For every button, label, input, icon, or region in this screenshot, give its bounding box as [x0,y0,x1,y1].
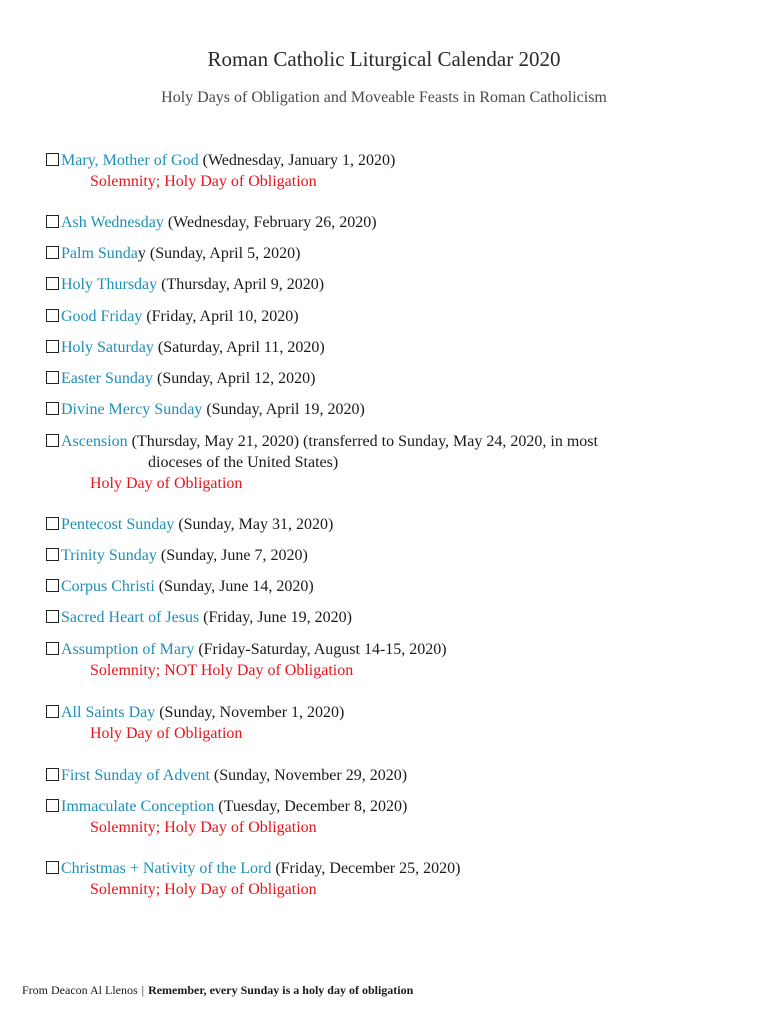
feast-line [46,514,726,535]
feast-line [46,858,726,879]
feast-date-continued: dioceses of the United States) [148,454,339,471]
feast-line [46,702,726,723]
feast-item [46,545,726,566]
feast-line [46,576,726,597]
empty-checkbox-icon[interactable] [46,277,59,290]
feast-date: y (Sunday, April 5, 2020) [137,245,301,262]
feast-item [46,796,726,838]
feast-line [46,150,726,171]
feast-line [46,306,726,327]
feast-name: Pentecost Sunday [61,516,175,533]
empty-checkbox-icon[interactable] [46,215,59,228]
feast-date: (Sunday, June 7, 2020) [156,547,308,564]
feast-name: Holy Saturday [61,339,154,356]
feast-note: Solemnity; Holy Day of Obligation [90,881,317,898]
feast-line [46,639,726,660]
feast-line [46,431,726,452]
footer [22,983,413,998]
feast-date: (Sunday, April 12, 2020) [152,370,316,387]
feast-item [46,274,726,295]
feast-item [46,243,726,264]
empty-checkbox-icon[interactable] [46,548,59,561]
feast-name: Assumption of Mary [61,641,195,658]
empty-checkbox-icon[interactable] [46,153,59,166]
feast-line [46,274,726,295]
empty-checkbox-icon[interactable] [46,642,59,655]
feast-line [46,607,726,628]
feast-item [46,765,726,786]
footer-credit: From Deacon Al Llenos [22,983,138,997]
feast-item [46,639,726,681]
feast-date: (Friday-Saturday, August 14-15, 2020) [194,641,447,658]
feast-date: (Thursday, May 21, 2020) (transferred to Sunday, May 24, 2020, in most [127,433,598,450]
empty-checkbox-icon[interactable] [46,340,59,353]
feast-name: First Sunday of Advent [61,767,210,784]
feast-line [46,243,726,264]
feast-item [46,368,726,389]
empty-checkbox-icon[interactable] [46,434,59,447]
empty-checkbox-icon[interactable] [46,402,59,415]
empty-checkbox-icon[interactable] [46,309,59,322]
feast-note: Solemnity; Holy Day of Obligation [90,819,317,836]
feast-name: Ash Wednesday [61,214,164,231]
feast-item [46,399,726,420]
feast-name: Ascension [61,433,128,450]
feast-line [46,796,726,817]
empty-checkbox-icon[interactable] [46,768,59,781]
feast-name: Corpus Christi [61,578,155,595]
empty-checkbox-icon[interactable] [46,705,59,718]
feast-name: Palm Sunda [61,245,138,262]
feast-date: (Saturday, April 11, 2020) [153,339,325,356]
feast-name: Easter Sunday [61,370,153,387]
feast-date: (Tuesday, December 8, 2020) [214,798,408,815]
feast-item [46,607,726,628]
feast-line [46,212,726,233]
feast-line [46,765,726,786]
feast-name: Immaculate Conception [61,798,215,815]
feast-date: (Thursday, April 9, 2020) [157,276,325,293]
feast-date: (Sunday, May 31, 2020) [174,516,334,533]
feast-item [46,212,726,233]
feast-name: All Saints Day [61,704,156,721]
feast-name: Divine Mercy Sunday [61,401,203,418]
feast-name: Holy Thursday [61,276,158,293]
page-subtitle: Holy Days of Obligation and Moveable Feasts in Roman Catholicism [161,89,607,106]
feast-note: Solemnity; Holy Day of Obligation [90,173,317,190]
feast-date: (Friday, June 19, 2020) [199,609,352,626]
feast-note: Solemnity; NOT Holy Day of Obligation [90,662,354,679]
feast-item [46,576,726,597]
feast-line [46,337,726,358]
feast-date: (Sunday, April 19, 2020) [202,401,365,418]
feast-item [46,337,726,358]
empty-checkbox-icon[interactable] [46,579,59,592]
feast-date: (Sunday, June 14, 2020) [154,578,314,595]
feast-date: (Wednesday, January 1, 2020) [198,152,396,169]
feast-date: (Sunday, November 29, 2020) [209,767,408,784]
feast-line [46,399,726,420]
feast-note: Holy Day of Obligation [90,725,243,742]
feast-line [46,545,726,566]
footer-reminder: Remember, every Sunday is a holy day of obligation [148,983,414,997]
feast-item [46,306,726,327]
feast-name: Trinity Sunday [61,547,157,564]
feast-item [46,514,726,535]
feast-item [46,702,726,744]
footer-separator: | [141,983,145,997]
empty-checkbox-icon[interactable] [46,371,59,384]
empty-checkbox-icon[interactable] [46,861,59,874]
feast-name: Good Friday [61,308,143,325]
feast-date: (Friday, December 25, 2020) [271,860,461,877]
feast-item [46,150,726,192]
feast-name: Mary, Mother of God [61,152,199,169]
empty-checkbox-icon[interactable] [46,799,59,812]
empty-checkbox-icon[interactable] [46,517,59,530]
feast-date: (Sunday, November 1, 2020) [155,704,345,721]
feast-name: Christmas + Nativity of the Lord [61,860,272,877]
feast-item [46,431,726,494]
feast-date: (Wednesday, February 26, 2020) [163,214,377,231]
empty-checkbox-icon[interactable] [46,246,59,259]
feast-date: (Friday, April 10, 2020) [142,308,299,325]
empty-checkbox-icon[interactable] [46,610,59,623]
feast-name: Sacred Heart of Jesus [61,609,200,626]
feast-item [46,858,726,900]
feast-note: Holy Day of Obligation [90,475,243,492]
feast-line [46,368,726,389]
page-title: Roman Catholic Liturgical Calendar 2020 [207,47,561,71]
